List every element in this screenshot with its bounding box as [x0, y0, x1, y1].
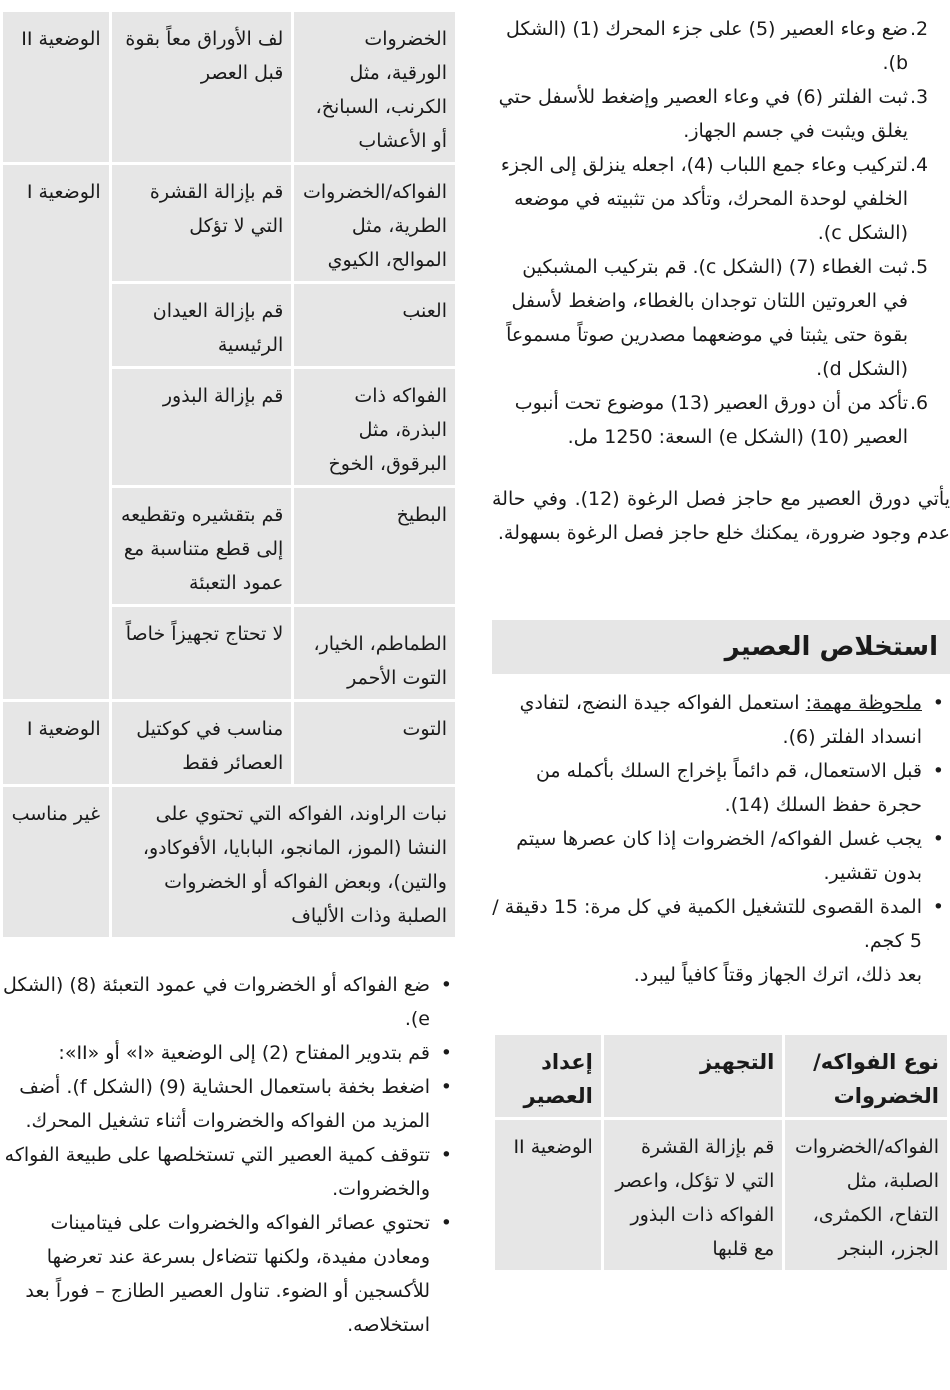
note-item: [492, 822, 950, 890]
step-item: [492, 12, 950, 80]
step-number: .3: [910, 86, 929, 108]
note-label: ملحوظة مهمة:: [805, 692, 922, 714]
bullet-icon: •: [440, 1076, 452, 1098]
cell-prep: قم بإزالة القشرة التي لا تؤكل، واعصر الفواكه ذات البذور مع قلبها: [604, 1120, 783, 1270]
section-title: استخلاص العصير: [492, 620, 950, 674]
bullet-icon: •: [440, 1212, 452, 1234]
usage-text: ضع الفواكه أو الخضروات في عمود التعبئة (8) (الشكل e).: [2, 974, 430, 1030]
table-row: [3, 12, 455, 162]
cell-setting: الوضعية II: [495, 1120, 601, 1270]
header-type: نوع الفواكه/ الخضروات: [785, 1035, 947, 1117]
cell-type: العنب: [294, 284, 455, 366]
note-text: المدة القصوى للتشغيل الكمية في كل مرة: 15 دقيقة / 5 كجم.: [492, 896, 922, 952]
cell-type: الخضروات الورقية، مثل الكرنب، السبانخ، أو الأعشاب: [294, 12, 455, 162]
cell-prep: قم بإزالة القشرة التي لا تؤكل: [112, 165, 292, 281]
step-text: لتركيب وعاء جمع اللباب (4)، اجعله ينزلق إلى الجزء الخلفي لوحدة المحرك، وتأكد من تثبيته في موضعه (الشكل c).: [500, 154, 908, 244]
cell-setting: الوضعية II: [3, 12, 109, 162]
note-text: قبل الاستعمال، قم دائماً بإخراج السلك بأكمله من حجرة حفظ السلك (14).: [535, 760, 922, 816]
note-item: [492, 754, 950, 822]
left-column: [0, 12, 458, 1342]
cell-type: الفواكه ذات البذرة، مثل البرقوق، الخوخ: [294, 369, 455, 485]
cell-type: الطماطم، الخيار، التوت الأحمر: [294, 607, 455, 699]
jug-paragraph: يأتي دورق العصير مع حاجز فصل الرغوة (12). وفي حالة عدم وجود ضرورة، يمكنك خلع حاجز فصل الرغوة بسهولة.: [492, 488, 950, 544]
table-row: [3, 702, 455, 784]
bullet-icon: •: [932, 760, 944, 782]
note-item: [492, 890, 950, 958]
right-column: [492, 12, 950, 1273]
bullet-icon: •: [932, 692, 944, 714]
notes-list: [492, 686, 950, 958]
bullet-icon: •: [440, 974, 452, 996]
cell-prep: قم بإزالة البذور: [112, 369, 292, 485]
step-text: ضع وعاء العصير (5) على جزء المحرك (1) (الشكل b).: [506, 18, 908, 74]
table-row: [3, 787, 455, 937]
cell-type: الفواكه/الخضروات الطرية، مثل الموالح، الكيوي: [294, 165, 455, 281]
cell-prep: لا تحتاج تجهيزاً خاصاً: [112, 607, 292, 699]
cell-prep: لف الأوراق معاً بقوة قبل العصر: [112, 12, 292, 162]
note-text: يجب غسل الفواكه/ الخضروات إذا كان عصرها سيتم بدون تقشير.: [516, 828, 922, 884]
usage-item: [0, 1036, 458, 1070]
usage-text: اضغط بخفة باستعمال الحشاية (9) (الشكل f). أضف المزيد من الفواكه والخضروات أثناء تشغيل المحرك.: [19, 1076, 430, 1132]
cell-prep: قم بتقشيره وتقطيعه إلى قطع متناسبة مع عمود التعبئة: [112, 488, 292, 604]
bullet-icon: •: [932, 896, 944, 918]
header-setting: إعداد العصير: [495, 1035, 601, 1117]
cell-type: التوت: [294, 702, 455, 784]
usage-text: تتوقف كمية العصير التي تستخلصها على طبيعة الفواكه والخضروات.: [4, 1144, 430, 1200]
cell-setting: الوضعية I: [3, 165, 109, 699]
step-text: تأكد من أن دورق العصير (13) موضوع تحت أنبوب العصير (10) (الشكل e) السعة: 1250 مل.: [514, 392, 908, 448]
step-item: [492, 80, 950, 148]
cooldown-text: بعد ذلك، اترك الجهاز وقتاً كافياً ليبرد.: [633, 964, 922, 986]
step-text: ثبت الفلتر (6) في وعاء العصير وإضغط للأسفل حتي يغلق ويثبت في جسم الجهاز.: [498, 86, 908, 142]
step-item: [492, 386, 950, 454]
usage-item: [0, 968, 458, 1036]
usage-list: [0, 968, 458, 1342]
step-number: .6: [910, 392, 929, 414]
cell-type-prep: نبات الراوند، الفواكه التي تحتوي على النشا (الموز، المانجو، البابايا، الأفوكادو، والتين)، وبعض الفواكه أو الخضروات الصلبة وذات الألياف: [112, 787, 455, 937]
note-text: استعمل الفواكه جيدة النضج، لتفادي انسداد الفلتر (6).: [519, 692, 922, 748]
cell-type: البطيخ: [294, 488, 455, 604]
note-item: [492, 686, 950, 754]
step-number: .5: [910, 256, 929, 278]
header-prep: التجهيز: [604, 1035, 783, 1117]
prep-table-left: [0, 9, 458, 940]
step-item: [492, 250, 950, 386]
bullet-icon: •: [440, 1144, 452, 1166]
step-item: [492, 148, 950, 250]
cell-setting: الوضعية I: [3, 702, 109, 784]
usage-text: قم بتدوير المفتاح (2) إلى الوضعية «I» أو «II»:: [58, 1042, 430, 1064]
cell-prep: مناسب في كوكتيل العصائر فقط: [112, 702, 292, 784]
usage-item: [0, 1138, 458, 1206]
table-row: [3, 165, 455, 281]
step-number: .4: [910, 154, 929, 176]
bullet-icon: •: [440, 1042, 452, 1064]
step-number: .2: [910, 18, 929, 40]
prep-table-right: [492, 1032, 950, 1273]
usage-item: [0, 1206, 458, 1342]
table-row: [495, 1120, 947, 1270]
step-text: ثبت الغطاء (7) (الشكل c). قم بتركيب المشبكين في العروتين اللتان توجدان بالغطاء، واضغط لأسفل بقوة حتى يثبتا في موضعهما مصدرين صوتاً مسموعاً (الشكل d).: [506, 256, 908, 380]
cell-setting: غير مناسب: [3, 787, 109, 937]
bullet-icon: •: [932, 828, 944, 850]
usage-item: [0, 1070, 458, 1138]
table-header-row: [495, 1035, 947, 1117]
cell-type: الفواكه/الخضروات الصلبة، مثل التفاح، الكمثرى، الجزر، البنجر: [785, 1120, 947, 1270]
usage-text: تحتوي عصائر الفواكه والخضروات على فيتامينات ومعادن مفيدة، ولكنها تتضاءل بسرعة عند تعرضها للأكسجين أو الضوء. تناول العصير الطازج – فوراً بعد استخلاصه.: [25, 1212, 430, 1336]
assembly-steps: [492, 12, 950, 454]
cell-prep: قم بإزالة العيدان الرئيسية: [112, 284, 292, 366]
